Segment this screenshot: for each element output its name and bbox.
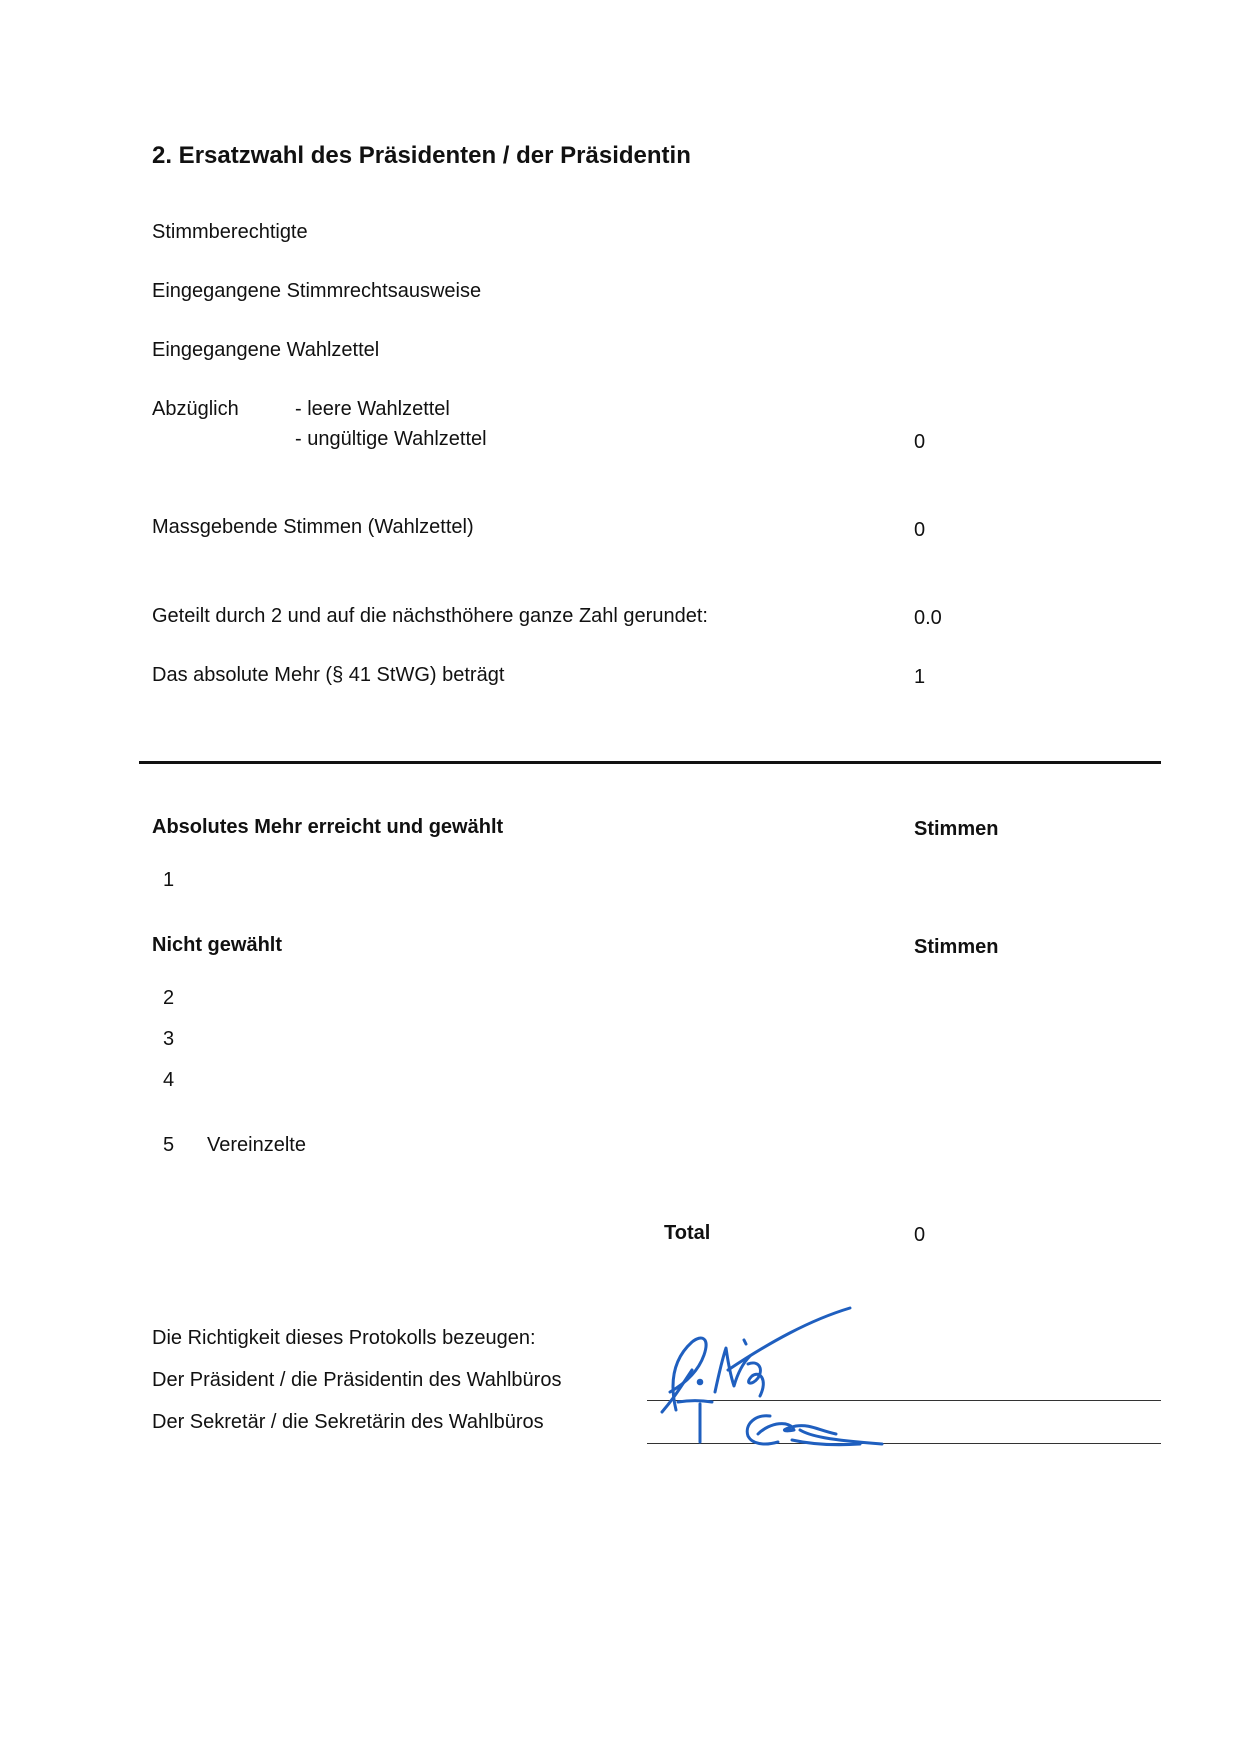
total-label: Total bbox=[664, 1222, 711, 1244]
section-divider bbox=[139, 761, 1161, 764]
label-abzueglich: Abzüglich bbox=[152, 398, 239, 420]
value-ungueltige-wahlzettel: 0 bbox=[914, 431, 926, 453]
label-eingegangene-wahlzettel: Eingegangene Wahlzettel bbox=[152, 339, 380, 361]
signature-secretary-label: Der Sekretär / die Sekretärin des Wahlbüros bbox=[152, 1411, 544, 1433]
value-massgebende-stimmen: 0 bbox=[914, 519, 926, 541]
label-massgebende-stimmen: Massgebende Stimmen (Wahlzettel) bbox=[152, 516, 474, 538]
label-absolute-mehr: Das absolute Mehr (§ 41 StWG) beträgt bbox=[152, 664, 505, 686]
total-value: 0 bbox=[914, 1224, 926, 1246]
label-geteilt-durch-2: Geteilt durch 2 und auf die nächsthöhere ganze Zahl gerundet: bbox=[152, 605, 708, 627]
elected-votes-header: Stimmen bbox=[914, 818, 999, 840]
not-elected-item-4: 4 bbox=[163, 1069, 175, 1091]
signature-intro: Die Richtigkeit dieses Protokolls bezeugen: bbox=[152, 1327, 536, 1349]
value-geteilt-durch-2: 0.0 bbox=[914, 607, 942, 629]
not-elected-item-2: 2 bbox=[163, 987, 175, 1009]
not-elected-title: Nicht gewählt bbox=[152, 934, 283, 956]
not-elected-votes-header: Stimmen bbox=[914, 936, 999, 958]
vereinzelte-label: Vereinzelte bbox=[207, 1134, 306, 1156]
vereinzelte-number: 5 bbox=[163, 1134, 175, 1156]
not-elected-item-3: 3 bbox=[163, 1028, 175, 1050]
label-eingegangene-stimmrechtsausweise: Eingegangene Stimmrechtsausweise bbox=[152, 280, 482, 302]
value-absolute-mehr: 1 bbox=[914, 666, 926, 688]
elected-item-1: 1 bbox=[163, 869, 175, 891]
signature-president-label: Der Präsident / die Präsidentin des Wahlbüros bbox=[152, 1369, 562, 1391]
page-title: 2. Ersatzwahl des Präsidenten / der Präsidentin bbox=[152, 142, 691, 169]
secretary-signature bbox=[660, 1390, 900, 1460]
elected-title: Absolutes Mehr erreicht und gewählt bbox=[152, 816, 504, 838]
label-stimmberechtigte: Stimmberechtigte bbox=[152, 221, 308, 243]
label-leere-wahlzettel: - leere Wahlzettel bbox=[295, 398, 450, 420]
label-ungueltige-wahlzettel: - ungültige Wahlzettel bbox=[295, 428, 487, 450]
